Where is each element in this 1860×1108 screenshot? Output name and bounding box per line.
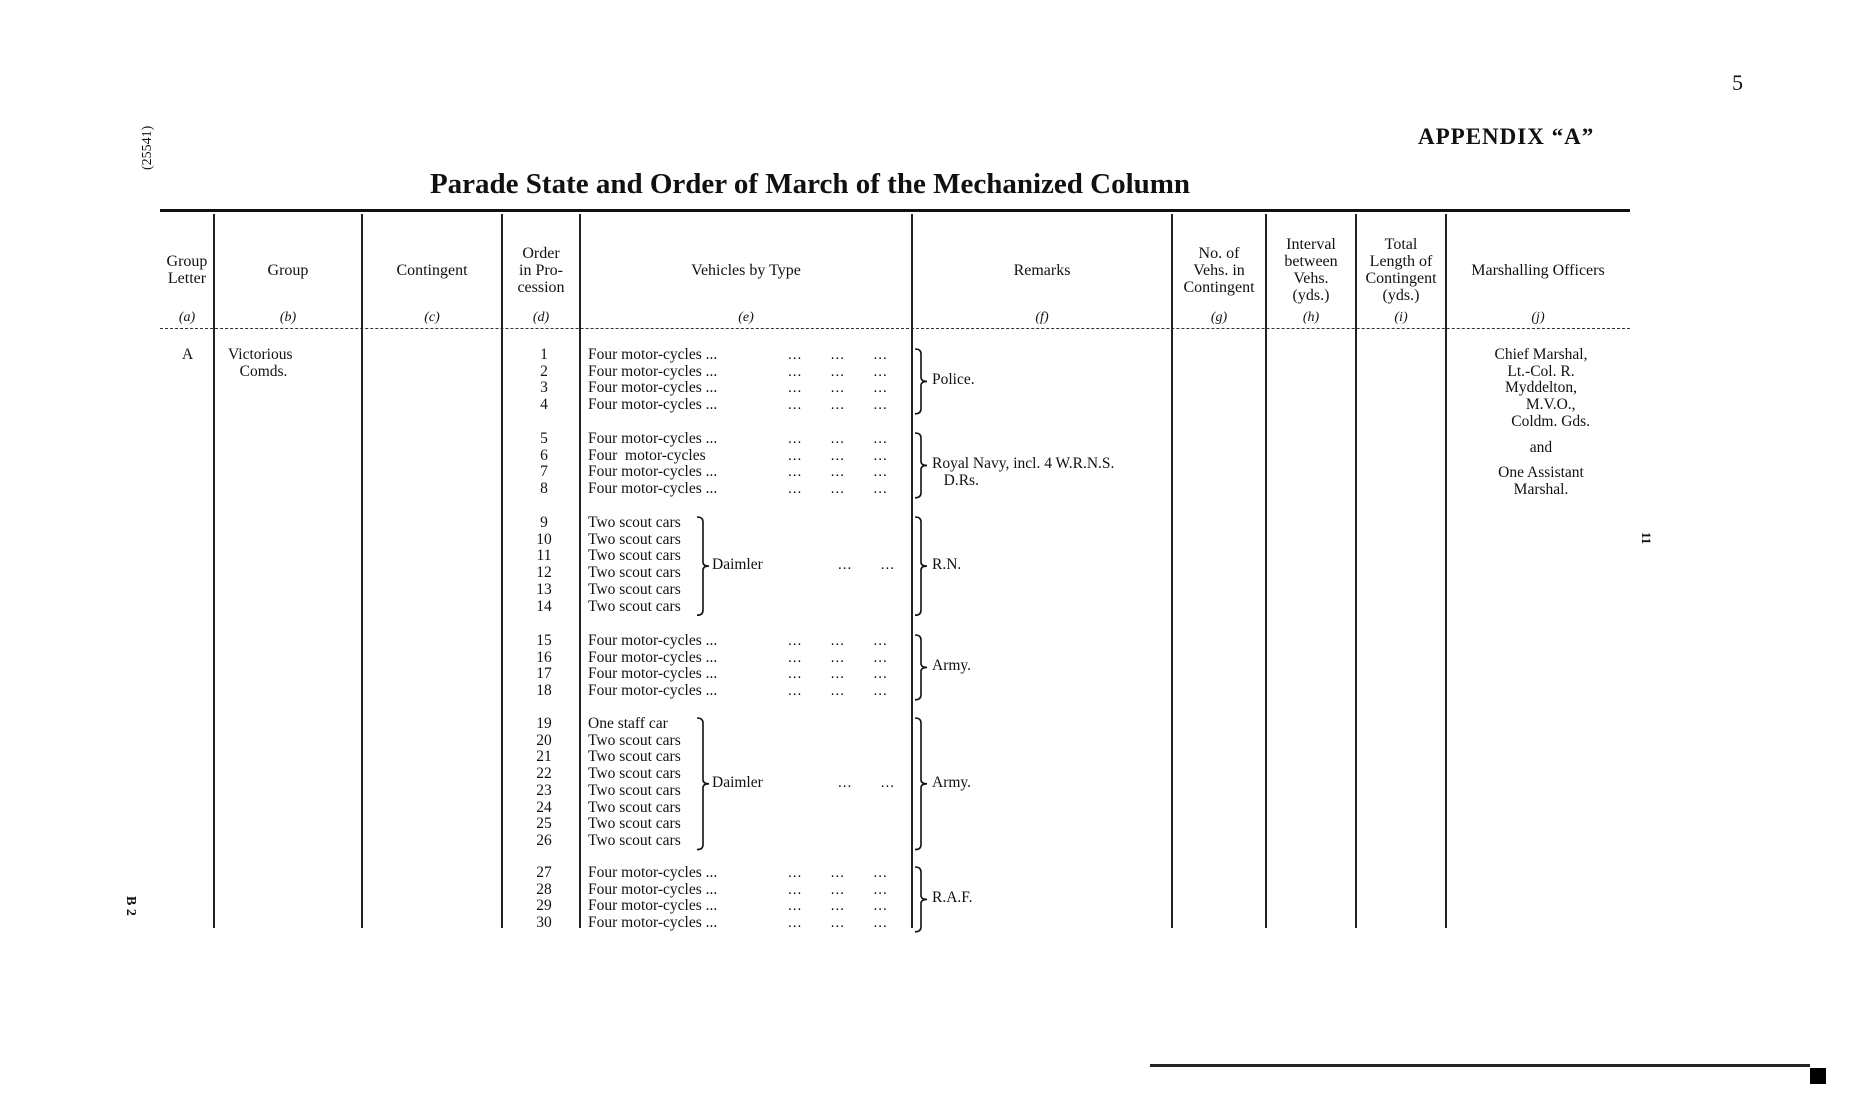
remarks-brace bbox=[914, 866, 930, 933]
vehicle-type: Four motor-cycles ... bbox=[588, 396, 718, 414]
vehicle-make: Daimler bbox=[712, 556, 763, 574]
vehicle-type: Four motor-cycles ... bbox=[588, 379, 718, 397]
order-number: 30 bbox=[536, 914, 552, 932]
vehicle-type: Two scout cars bbox=[588, 831, 681, 849]
order-number: 22 bbox=[536, 765, 552, 783]
column-letter: (c) bbox=[424, 310, 440, 325]
page-title: Parade State and Order of March of the Mechanized Column bbox=[429, 168, 1191, 200]
vehicle-type: Two scout cars bbox=[588, 731, 681, 749]
vehicle-type: Two scout cars bbox=[588, 597, 681, 615]
vehicle-type: Two scout cars bbox=[588, 748, 681, 766]
dot-leader: ... ... bbox=[838, 774, 895, 791]
remark: R.A.F. bbox=[932, 889, 973, 907]
marshalling-assistant: One Assistant Marshal. bbox=[1498, 464, 1584, 498]
column-letter: (a) bbox=[178, 310, 196, 325]
vehicle-type: Four motor-cycles ... bbox=[588, 682, 718, 700]
vehicle-type: Two scout cars bbox=[588, 530, 681, 548]
order-number: 9 bbox=[540, 514, 548, 531]
side-signature-mark: B 2 bbox=[123, 896, 138, 916]
order-number: 5 bbox=[540, 430, 548, 447]
order-number: 13 bbox=[536, 580, 552, 598]
dot-leader: ... ... ... bbox=[788, 633, 888, 649]
remark: Police. bbox=[932, 371, 975, 389]
remark: R.N. bbox=[932, 556, 962, 574]
order-number: 18 bbox=[536, 682, 552, 700]
column-letter: (d) bbox=[532, 310, 550, 325]
column-letter: (g) bbox=[1210, 310, 1228, 325]
order-number: 25 bbox=[536, 815, 552, 833]
side-page-number: 11 bbox=[1639, 532, 1654, 545]
column-header: No. of Vehs. in Contingent bbox=[1183, 244, 1255, 296]
column-header: Remarks bbox=[1013, 261, 1071, 279]
order-number: 27 bbox=[536, 864, 552, 881]
vehicle-type: Four motor-cycles ... bbox=[588, 632, 718, 649]
header-rule bbox=[160, 328, 1630, 330]
make-brace bbox=[696, 717, 712, 851]
order-number: 11 bbox=[536, 547, 552, 565]
dot-leader: ... ... ... bbox=[788, 898, 888, 915]
make-brace bbox=[696, 516, 712, 616]
group-letter: A bbox=[182, 346, 194, 363]
order-number: 29 bbox=[536, 897, 552, 915]
column-header: Marshalling Officers bbox=[1471, 261, 1605, 279]
column-letter: (h) bbox=[1302, 310, 1320, 325]
top-thick-rule bbox=[160, 209, 1630, 212]
marshalling-and: and bbox=[1529, 439, 1553, 456]
column-letter: (e) bbox=[738, 310, 754, 325]
remarks-brace bbox=[914, 516, 930, 616]
order-number: 17 bbox=[536, 665, 552, 683]
dot-leader: ... ... ... bbox=[788, 447, 888, 464]
order-number: 2 bbox=[540, 362, 548, 380]
vehicle-type: Four motor-cycles ... bbox=[588, 463, 718, 481]
marshalling-officers: Chief Marshal, Lt.-Col. R. Myddelton, M.V.O., Coldm. Gds. bbox=[1494, 346, 1591, 430]
vehicle-type: Four motor-cycles ... bbox=[588, 430, 718, 447]
column-header: Order in Pro- cession bbox=[517, 244, 565, 296]
order-number: 1 bbox=[540, 346, 548, 363]
order-number: 15 bbox=[536, 632, 552, 649]
dot-leader: ... ... ... bbox=[788, 666, 888, 683]
order-number: 20 bbox=[536, 731, 552, 749]
dot-leader: ... ... ... bbox=[788, 397, 888, 414]
dot-leader: ... ... ... bbox=[788, 363, 888, 380]
order-number: 16 bbox=[536, 648, 552, 666]
column-header: Total Length of Contingent (yds.) bbox=[1365, 236, 1437, 304]
remark: Army. bbox=[932, 657, 972, 675]
remarks-brace bbox=[914, 717, 930, 851]
vehicle-type: Two scout cars bbox=[588, 580, 681, 598]
column-header: Group Letter bbox=[166, 253, 208, 287]
vehicle-type: Two scout cars bbox=[588, 798, 681, 816]
order-number: 8 bbox=[540, 480, 548, 498]
order-number: 23 bbox=[536, 781, 552, 799]
vehicle-type: Four motor-cycles ... bbox=[588, 648, 718, 666]
order-number: 26 bbox=[536, 831, 552, 849]
dot-leader: ... ... ... bbox=[788, 481, 888, 498]
vehicle-type: Two scout cars bbox=[588, 564, 681, 582]
vehicle-type: Four motor-cycles ... bbox=[588, 346, 718, 363]
remark: Royal Navy, incl. 4 W.R.N.S. D.Rs. bbox=[932, 455, 1115, 490]
remark: Army. bbox=[932, 773, 972, 791]
order-number: 10 bbox=[536, 530, 552, 548]
dot-leader: ... ... ... bbox=[788, 649, 888, 666]
column-letter: (j) bbox=[1531, 310, 1545, 325]
vehicle-type: Two scout cars bbox=[588, 547, 681, 565]
remarks-brace bbox=[914, 432, 930, 499]
column-header: Interval between Vehs. (yds.) bbox=[1284, 236, 1338, 304]
order-number: 14 bbox=[536, 597, 552, 615]
vehicle-type: Two scout cars bbox=[588, 781, 681, 799]
dot-leader: ... ... ... bbox=[788, 347, 888, 363]
side-reference-code: (25541) bbox=[140, 125, 155, 170]
dot-leader: ... ... ... bbox=[788, 380, 888, 397]
order-number: 4 bbox=[540, 396, 548, 414]
footer-rule bbox=[1150, 1064, 1810, 1067]
column-header: Group bbox=[267, 261, 309, 279]
vehicle-type: One staff car bbox=[588, 715, 668, 732]
order-number: 28 bbox=[536, 880, 552, 898]
order-number: 12 bbox=[536, 564, 552, 582]
order-number: 19 bbox=[536, 715, 552, 732]
column-letter: (b) bbox=[279, 310, 297, 325]
order-number: 3 bbox=[540, 379, 548, 397]
vehicle-make: Daimler bbox=[712, 773, 763, 791]
order-number: 24 bbox=[536, 798, 552, 816]
column-header: Contingent bbox=[396, 261, 468, 279]
dot-leader: ... ... ... bbox=[788, 464, 888, 481]
footer-block-mark bbox=[1810, 1068, 1826, 1084]
remarks-brace bbox=[914, 348, 930, 415]
vehicle-type: Two scout cars bbox=[588, 765, 681, 783]
column-header: Vehicles by Type bbox=[691, 261, 801, 279]
dot-leader: ... ... ... bbox=[788, 431, 888, 447]
dot-leader: ... ... bbox=[838, 557, 895, 574]
dot-leader: ... ... ... bbox=[788, 915, 888, 932]
order-number: 7 bbox=[540, 463, 548, 481]
dot-leader: ... ... ... bbox=[788, 865, 888, 881]
vehicle-type: Four motor-cycles ... bbox=[588, 864, 718, 881]
dot-leader: ... ... ... bbox=[788, 683, 888, 700]
vehicle-type: Four motor-cycles ... bbox=[588, 914, 718, 932]
column-letter: (i) bbox=[1394, 310, 1408, 325]
column-letter: (f) bbox=[1035, 310, 1049, 325]
vehicle-type: Two scout cars bbox=[588, 815, 681, 833]
vehicle-type: Four motor-cycles ... bbox=[588, 665, 718, 683]
dot-leader: ... ... ... bbox=[788, 881, 888, 898]
vehicle-type: Two scout cars bbox=[588, 514, 681, 531]
appendix-label: APPENDIX “A” bbox=[1418, 124, 1595, 149]
vehicle-type: Four motor-cycles ... bbox=[588, 480, 718, 498]
vehicle-type: Four motor-cycles ... bbox=[588, 880, 718, 898]
vehicle-type: Four motor-cycles ... bbox=[588, 362, 718, 380]
vehicle-type: Four motor-cycles bbox=[588, 446, 706, 464]
group-name: Victorious Comds. bbox=[228, 346, 293, 380]
vehicle-type: Four motor-cycles ... bbox=[588, 897, 718, 915]
remarks-brace bbox=[914, 634, 930, 701]
corner-mark: 5 bbox=[1732, 70, 1743, 95]
order-number: 6 bbox=[540, 446, 548, 464]
order-number: 21 bbox=[536, 748, 552, 766]
